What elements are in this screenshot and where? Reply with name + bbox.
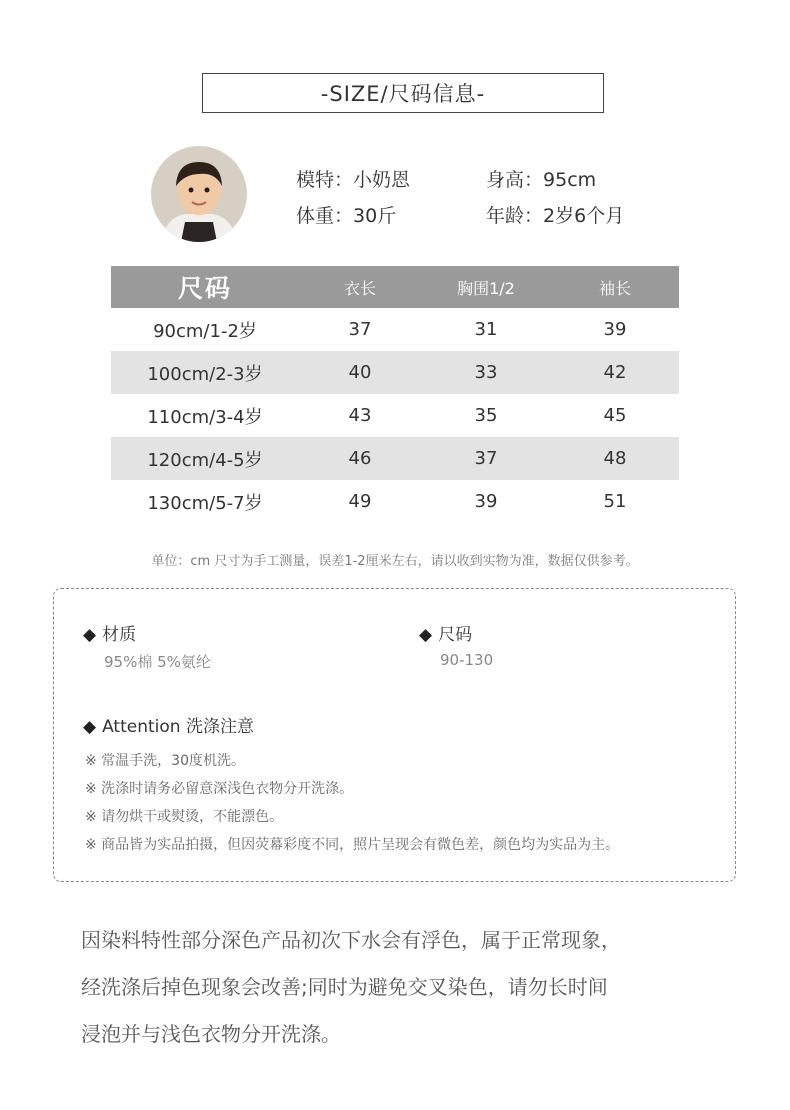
model-name: 模特：小奶恩: [296, 168, 411, 191]
table-row: [111, 480, 679, 523]
care-note: ※ 洗涤时请务必留意深浅色衣物分开洗涤。: [85, 781, 354, 797]
model-weight: 体重：30斤: [296, 204, 397, 227]
header-size: 尺码: [111, 266, 299, 308]
page-title: -SIZE/尺码信息-: [202, 73, 604, 113]
length-cell: 40: [299, 351, 421, 394]
model-age: 年龄：2岁6个月: [486, 204, 625, 227]
details-box: [53, 588, 736, 882]
material-value: 95%棉 5%氨纶: [104, 653, 211, 671]
table-row: [111, 308, 679, 351]
size-cell: 130cm/5-7岁: [147, 492, 263, 514]
care-note: ※ 请勿烘干或熨烫，不能漂色。: [85, 809, 284, 825]
size-range-value: 90-130: [440, 651, 494, 669]
footer-line: 经洗涤后掉色现象会改善;同时为避免交叉染色，请勿长时间: [81, 975, 608, 999]
header-sleeve: 袖长: [551, 266, 679, 308]
diamond-bullet-icon: ◆: [419, 625, 433, 645]
sleeve-cell: 51: [603, 491, 627, 512]
chest-cell: 37: [421, 437, 551, 480]
sleeve-cell: 39: [603, 319, 627, 340]
diamond-bullet-icon: ◆: [83, 625, 97, 645]
header-length: 衣长: [299, 266, 421, 308]
table-row: [111, 394, 679, 437]
sleeve-cell: 42: [551, 351, 679, 394]
model-avatar: [151, 146, 247, 242]
footer-notice: [81, 917, 721, 1058]
sleeve-cell: 45: [603, 405, 627, 426]
size-table-header: [111, 266, 679, 308]
material-title: ◆ 材质: [83, 625, 137, 645]
diamond-bullet-icon: ◆: [83, 717, 97, 737]
size-cell: 90cm/1-2岁: [153, 320, 257, 342]
unit-note: 单位：cm 尺寸为手工测量，误差1-2厘米左右，请以收到实物为准，数据仅供参考。: [151, 554, 639, 569]
header-chest: 胸围1/2: [421, 266, 551, 308]
table-row: [111, 351, 679, 394]
model-info: [296, 160, 676, 232]
size-cell: 100cm/2-3岁: [111, 351, 299, 394]
length-cell: 46: [299, 437, 421, 480]
care-note: ※ 商品皆为实品拍摄，但因荧幕彩度不同，照片呈现会有微色差，颜色均为实品为主。: [85, 837, 620, 853]
footer-line: 浸泡并与浅色衣物分开洗涤。: [81, 1022, 341, 1046]
size-range-title: ◆ 尺码: [419, 625, 473, 645]
length-cell: 37: [348, 319, 372, 340]
attention-title: ◆ Attention 洗涤注意: [83, 717, 254, 737]
table-row: [111, 437, 679, 480]
chest-cell: 31: [474, 319, 498, 340]
size-table: [111, 266, 679, 523]
length-cell: 43: [348, 405, 372, 426]
care-note: ※ 常温手洗，30度机洗。: [85, 753, 245, 769]
model-height: 身高：95cm: [486, 168, 597, 191]
chest-cell: 39: [474, 491, 498, 512]
sleeve-cell: 48: [551, 437, 679, 480]
size-cell: 110cm/3-4岁: [147, 406, 263, 428]
chest-cell: 35: [474, 405, 498, 426]
chest-cell: 33: [421, 351, 551, 394]
child-portrait-icon: [151, 146, 247, 242]
length-cell: 49: [348, 491, 372, 512]
footer-line: 因染料特性部分深色产品初次下水会有浮色，属于正常现象，: [81, 928, 621, 952]
size-cell: 120cm/4-5岁: [111, 437, 299, 480]
